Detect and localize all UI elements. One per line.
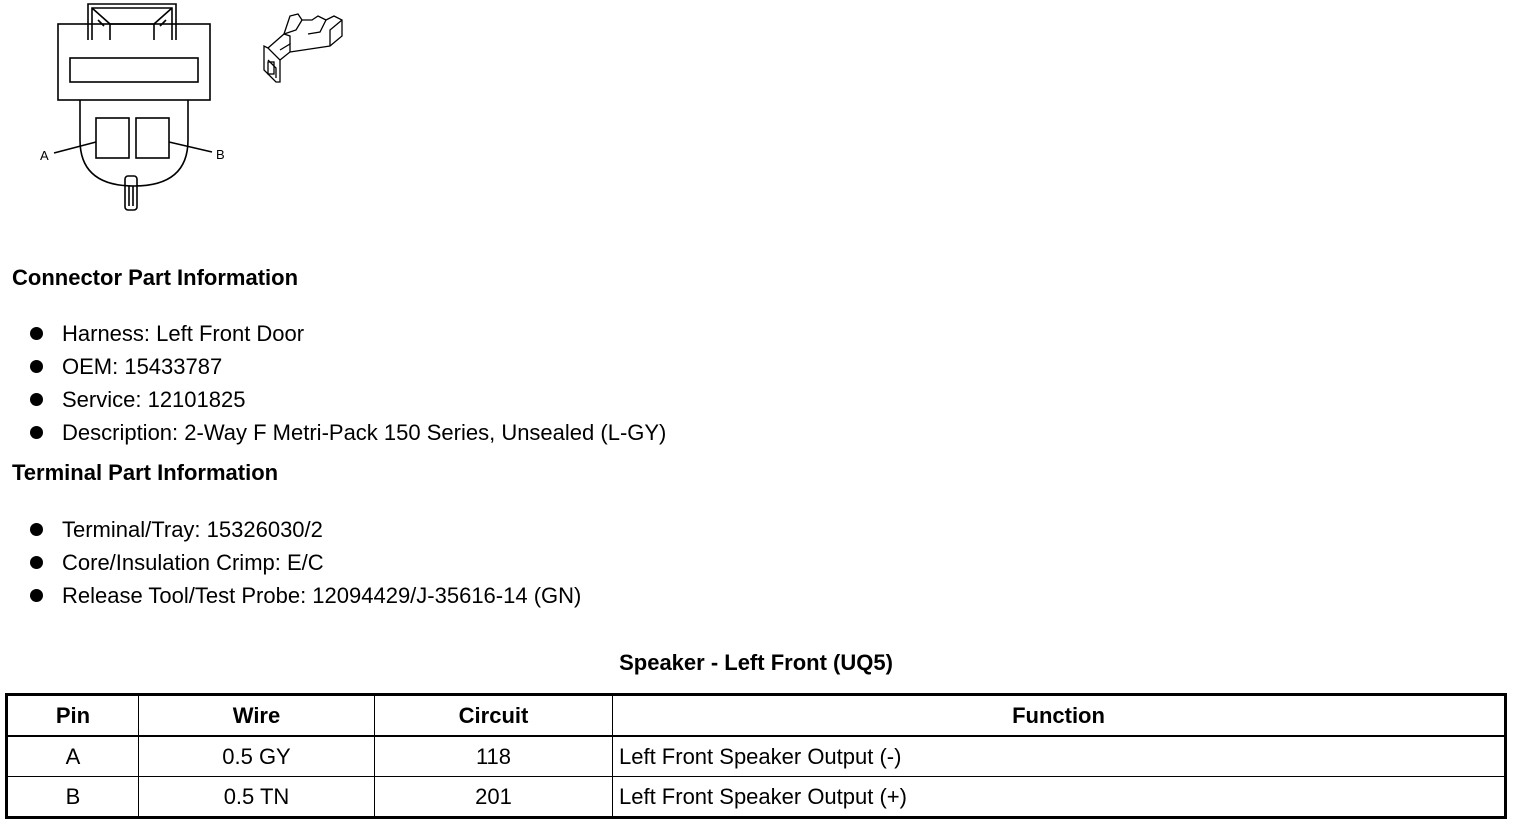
list-item: Release Tool/Test Probe: 12094429/J-35616-14 (GN) — [28, 579, 581, 612]
header-pin: Pin — [7, 695, 139, 737]
cell-function: Left Front Speaker Output (-) — [613, 736, 1506, 777]
cavity-a — [96, 118, 129, 158]
pin-label-b: B — [216, 147, 225, 162]
cavity-b — [136, 118, 169, 158]
list-item: Description: 2-Way F Metri-Pack 150 Series, Unsealed (L-GY) — [28, 416, 666, 449]
list-item: Core/Insulation Crimp: E/C — [28, 546, 581, 579]
connector-face — [80, 100, 188, 210]
header-function: Function — [613, 695, 1506, 737]
connector-upper-body — [58, 24, 210, 100]
pin-table-title: Speaker - Left Front (UQ5) — [619, 650, 893, 675]
cell-pin: A — [7, 736, 139, 777]
table-row — [7, 736, 1506, 777]
cell-pin: B — [7, 777, 139, 818]
list-item: Harness: Left Front Door — [28, 317, 666, 350]
connector-isometric-icon — [264, 14, 342, 82]
terminal-part-info-heading: Terminal Part Information — [12, 460, 279, 485]
bullet-icon — [30, 426, 43, 439]
table-header-row — [7, 695, 1506, 737]
list-item: Terminal/Tray: 15326030/2 — [28, 513, 581, 546]
bullet-icon — [30, 589, 43, 602]
connector-part-info-heading: Connector Part Information — [12, 265, 299, 290]
cell-circuit: 118 — [375, 736, 613, 777]
table-row — [7, 777, 1506, 818]
cell-wire: 0.5 TN — [139, 777, 375, 818]
header-circuit: Circuit — [375, 695, 613, 737]
header-wire: Wire — [139, 695, 375, 737]
bullet-icon — [30, 327, 43, 340]
leader-a — [54, 142, 96, 153]
leader-b — [169, 142, 212, 152]
connector-key — [125, 176, 137, 210]
cell-function: Left Front Speaker Output (+) — [613, 777, 1506, 818]
connector-diagram — [28, 0, 368, 220]
pin-label-a: A — [40, 148, 49, 163]
bullet-icon — [30, 360, 43, 373]
list-item: OEM: 15433787 — [28, 350, 666, 383]
bullet-icon — [30, 393, 43, 406]
bullet-icon — [30, 556, 43, 569]
cell-wire: 0.5 GY — [139, 736, 375, 777]
cell-circuit: 201 — [375, 777, 613, 818]
connector-latch — [88, 4, 176, 40]
connector-part-info-list — [28, 317, 666, 449]
terminal-part-info-list — [28, 513, 581, 612]
bullet-icon — [30, 523, 43, 536]
pin-table — [5, 693, 1507, 819]
list-item: Service: 12101825 — [28, 383, 666, 416]
